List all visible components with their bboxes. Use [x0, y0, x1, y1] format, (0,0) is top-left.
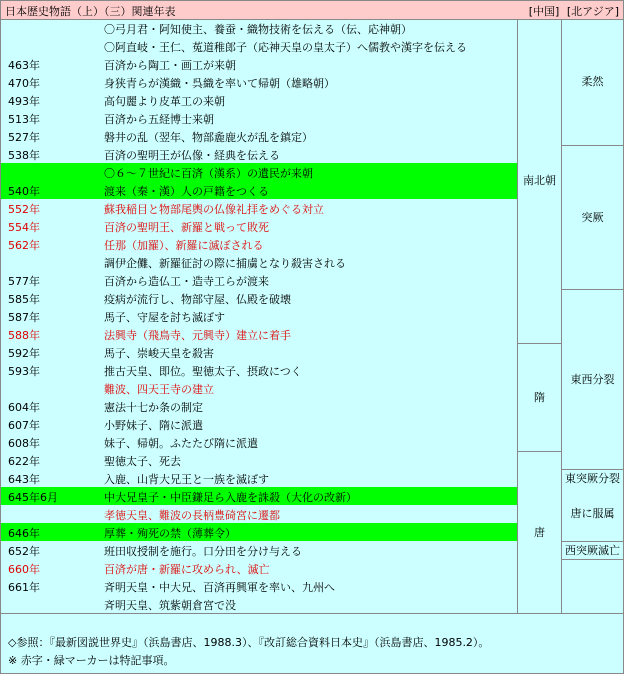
- table-row: [1, 199, 517, 217]
- event-cell: 百済から造仏工・造寺工らが渡来: [104, 275, 269, 288]
- year-cell: 604年: [8, 401, 40, 414]
- year-cell: 552年: [8, 203, 40, 216]
- table-row: [1, 505, 517, 523]
- table-row: [1, 451, 517, 469]
- table-row: [1, 343, 517, 361]
- event-cell: 疫病が流行し、物部守屋、仏殿を破壊: [104, 293, 291, 306]
- event-cell: 馬子、守屋を討ち滅ぼす: [104, 311, 225, 324]
- north-asia-blank: [562, 559, 623, 613]
- table-row: [1, 361, 517, 379]
- year-cell: 538年: [8, 149, 40, 162]
- event-cell: 厚葬・殉死の禁（薄葬令）: [104, 527, 236, 540]
- event-cell: 〇阿直岐・王仁、菟道稚郎子（応神天皇の皇太子）へ儒教や漢字を伝える: [104, 41, 467, 54]
- year-cell: 652年: [8, 545, 40, 558]
- year-cell: 587年: [8, 311, 40, 324]
- table-row: [1, 181, 517, 199]
- year-cell: 554年: [8, 221, 40, 234]
- reference-note: ◇参照：『最新図説世界史』（浜島書店、1988.3）、『改訂総合資料日本史』（浜島書店、1985.2）。: [8, 636, 490, 649]
- table-row: [1, 559, 517, 577]
- event-cell: 身狭青らが漢織・呉織を率いて帰朝（雄略朝）: [104, 77, 335, 90]
- event-cell: 百済の聖明王、新羅と戦って敗死: [104, 221, 269, 234]
- marker-note: ※ 赤字・緑マーカーは特記事項。: [8, 654, 175, 667]
- event-cell: 百済から五経博士来朝: [104, 113, 214, 126]
- table-row: [1, 145, 517, 163]
- event-cell: 難波、四天王寺の建立: [104, 383, 214, 396]
- event-cell: 小野妹子、隋に派遣: [104, 419, 203, 432]
- table-row: [1, 595, 517, 613]
- table-row: [1, 307, 517, 325]
- year-cell: 470年: [8, 77, 40, 90]
- china-period-tang: 唐: [518, 451, 561, 613]
- column-tags: [525, 3, 619, 19]
- table-row: [1, 541, 517, 559]
- table-row: [1, 19, 517, 37]
- event-cell: 馬子、崇峻天皇を殺害: [104, 347, 214, 360]
- page-title: 日本歴史物語（上）（三）関連年表: [5, 5, 176, 18]
- footer-notes: [1, 613, 623, 674]
- event-cell: 〇弓月君・阿知使主、養蚕・織物技術を伝える（伝、応神朝）: [104, 23, 412, 36]
- event-cell: 斉明天皇・中大兄、百済再興軍を率い、九州へ: [104, 581, 335, 594]
- table-row: [1, 37, 517, 55]
- chronology-table: [1, 19, 623, 613]
- event-cell: 聖徳太子、死去: [104, 455, 181, 468]
- year-cell: 588年: [8, 329, 40, 342]
- table-row: [1, 109, 517, 127]
- table-row: [1, 577, 517, 595]
- table-row: [1, 235, 517, 253]
- year-cell: 646年: [8, 527, 40, 540]
- event-cell: 憲法十七か条の制定: [104, 401, 203, 414]
- event-cell: 蘇我稲目と物部尾輿の仏像礼拝をめぐる対立: [104, 203, 324, 216]
- north-asia-east-tujue-split: 東突厥分裂: [562, 469, 623, 487]
- china-period-nanbokucho: 南北朝: [523, 174, 556, 187]
- event-cell: 妹子、帰朝。ふたたび隋に派遣: [104, 437, 258, 450]
- year-cell: 540年: [8, 185, 40, 198]
- table-row: [1, 253, 517, 271]
- year-cell: 593年: [8, 365, 40, 378]
- china-period-sui: 隋: [518, 343, 561, 451]
- event-cell: 法興寺（飛鳥寺、元興寺）建立に着手: [104, 329, 291, 342]
- table-row: [1, 73, 517, 91]
- north-asia-east-west-split: 東西分裂: [562, 289, 623, 469]
- event-cell: 〇６～７世紀に百済（漢系）の遺民が来朝: [104, 167, 313, 180]
- table-row: [1, 523, 517, 541]
- china-column-tag: [中国]: [528, 5, 560, 18]
- year-cell: 660年: [8, 563, 40, 576]
- year-cell: 585年: [8, 293, 40, 306]
- year-cell: 527年: [8, 131, 40, 144]
- year-cell: 592年: [8, 347, 40, 360]
- north-asia-tujue: 突厥: [562, 145, 623, 289]
- event-cell: 孝徳天皇、難波の長柄豊碕宮に遷都: [104, 509, 280, 522]
- event-cell: 斉明天皇、筑紫朝倉宮で没: [104, 599, 236, 612]
- table-row: [1, 379, 517, 397]
- event-cell: 百済が唐・新羅に攻められ、滅亡: [104, 563, 270, 576]
- table-row: [1, 127, 517, 145]
- event-cell: 任那（加羅）、新羅に滅ぼされる: [104, 239, 264, 252]
- event-cell: 百済から陶工・画工が来朝: [104, 59, 236, 72]
- table-row: [1, 325, 517, 343]
- event-cell: 渡来（秦・漢）人の戸籍をつくる: [104, 185, 269, 198]
- year-cell: 661年: [8, 581, 40, 594]
- year-cell: 643年: [8, 473, 40, 486]
- table-row: [1, 469, 517, 487]
- year-cell: 493年: [8, 95, 40, 108]
- year-cell: 463年: [8, 59, 40, 72]
- table-row: [1, 55, 517, 73]
- year-cell: 577年: [8, 275, 40, 288]
- north-asia-rouran: 柔然: [581, 75, 604, 88]
- event-cell: 班田収授制を施行。口分田を分け与える: [104, 545, 302, 558]
- table-row: [1, 163, 517, 181]
- table-row: [1, 433, 517, 451]
- year-cell: 513年: [8, 113, 40, 126]
- year-cell: 562年: [8, 239, 40, 252]
- year-cell: 645年6月: [8, 491, 58, 504]
- event-cell: 入鹿、山背大兄王と一族を滅ぼす: [104, 473, 269, 486]
- year-cell: 608年: [8, 437, 40, 450]
- event-cell: 百済の聖明王が仏像・経典を伝える: [104, 149, 280, 162]
- table-row: [1, 217, 517, 235]
- table-row: [1, 415, 517, 433]
- event-cell: 磐井の乱（翌年、物部麁鹿火が乱を鎮定）: [104, 131, 313, 144]
- table-row: [1, 91, 517, 109]
- event-cell: 中大兄皇子・中臣鎌足ら入鹿を誅殺（大化の改新）: [104, 491, 357, 504]
- north-asia-tang-subject: 唐に服属: [570, 507, 615, 520]
- table-row: [1, 397, 517, 415]
- table-row: [1, 487, 517, 505]
- event-cell: 高句麗より皮革工の来朝: [104, 95, 225, 108]
- year-cell: 607年: [8, 419, 40, 432]
- event-cell: 推古天皇、即位。聖徳太子、摂政につく: [104, 365, 302, 378]
- year-cell: 622年: [8, 455, 40, 468]
- event-cell: 調伊企儺、新羅征討の際に捕虜となり殺害される: [104, 257, 346, 270]
- table-header: [1, 1, 623, 20]
- table-row: [1, 289, 517, 307]
- north-asia-west-tujue-fall: 西突厥滅亡: [562, 541, 623, 559]
- table-row: [1, 271, 517, 289]
- north-asia-column-tag: [北アジア]: [566, 5, 619, 18]
